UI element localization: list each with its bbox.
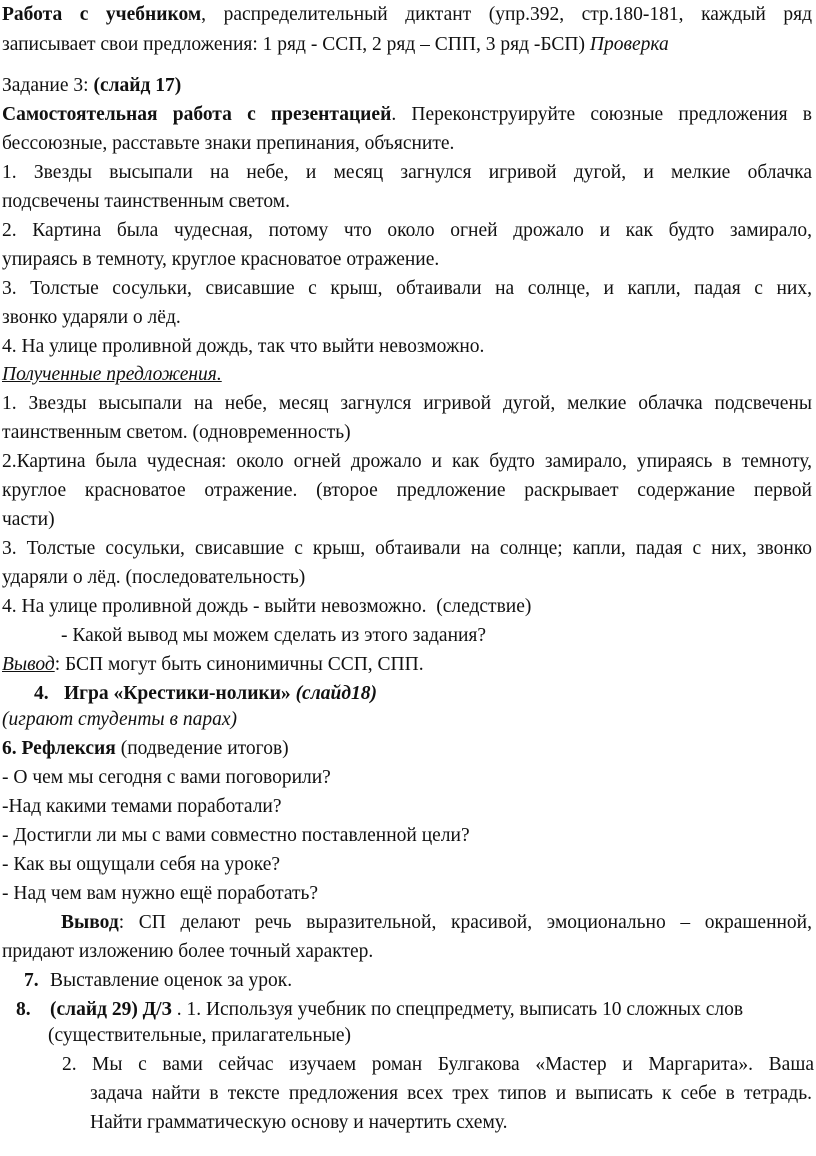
reflection-conclusion-line-2: придают изложению более точный характер. — [2, 941, 374, 962]
task3-item-1-line-2: подсвечены таинственным светом. — [2, 191, 290, 212]
game-line — [2, 681, 812, 707]
task3-item-4-line-1: 4. На улице проливной дождь, так что выйти невозможно. — [2, 336, 485, 357]
result-1-line-2: таинственным светом. (одновременность) — [2, 422, 351, 443]
results-heading: Полученные предложения. — [2, 364, 222, 385]
reflection-question-3: - Достигли ли мы с вами совместно поставленной цели? — [2, 825, 470, 846]
result-2-line-3: части) — [2, 509, 55, 530]
result-3-line-1: 3. Толстые сосульки, свисавшие с крыш, обтаивали на солнце; капли, падая с них, звонко — [2, 538, 812, 559]
task3-conclusion — [2, 652, 812, 678]
task1-text-1: , распределительный диктант (упр.392, стр.180-181, каждый ряд — [201, 4, 812, 25]
step8-sub-line-1 — [2, 1052, 812, 1078]
result-1-line-1: 1. Звезды высыпали на небе, месяц загнулся игривой дугой, мелкие облачка подсвечены — [2, 393, 812, 414]
task1-line-1 — [2, 2, 812, 28]
task3-instruction-1 — [2, 102, 812, 128]
result-4-line-1: 4. На улице проливной дождь - выйти невозможно. (следствие) — [2, 596, 532, 617]
game-slide: (слайд18) — [295, 683, 377, 704]
step8-sub-text-2: задача найти в тексте предложения всех трех типов и выписать к себе в тетрадь. — [90, 1083, 812, 1104]
reflection-question-4: - Как вы ощущали себя на уроке? — [2, 854, 281, 875]
task1-text-2: записывает свои предложения: 1 ряд - ССП, 2 ряд – СПП, 3 ряд -БСП) — [2, 34, 586, 55]
step7-number: 7. — [24, 970, 39, 991]
task3-bold: Самостоятельная работа с презентацией — [2, 104, 392, 125]
reflection-title: 6. Рефлексия — [2, 738, 116, 759]
step8-wrap — [50, 997, 743, 1023]
game-title-wrap — [64, 681, 377, 707]
game-number: 4. — [34, 683, 49, 704]
step8-text-1: . 1. Используя учебник по спецпредмету, выписать 10 сложных слов — [171, 999, 744, 1020]
step7-line — [2, 968, 812, 994]
task3-item-3-line-2: звонко ударяли о лёд. — [2, 307, 181, 328]
task3-conclusion-text: : БСП могут быть синонимичны ССП, СПП. — [54, 654, 424, 675]
result-2-line-1: 2.Картина была чудесная: около огней дрожало и как будто замирало, упираясь в темноту, — [2, 451, 812, 472]
game-title: Игра «Крестики-нолики» — [64, 683, 291, 704]
reflection-heading — [2, 736, 812, 762]
reflection-question-2: -Над какими темами поработали? — [2, 796, 282, 817]
task3-instruction-2: бессоюзные, расставьте знаки препинания, объясните. — [2, 133, 455, 154]
task3-instr-1: . Переконструируйте союзные предложения в — [391, 104, 813, 125]
task3-item-1-line-1: 1. Звезды высыпали на небе, и месяц загнулся игривой дугой, и мелкие облачка — [2, 162, 812, 183]
reflection-conclusion-text-1: : СП делают речь выразительной, красивой, эмоционально – окрашенной, — [118, 912, 812, 933]
task3-slide: (слайд 17) — [93, 75, 182, 96]
task1-bold: Работа с учебником — [2, 4, 202, 25]
task1-check: Проверка — [589, 34, 669, 55]
step8-line-1 — [2, 997, 812, 1023]
task3-prefix: Задание 3: — [2, 75, 94, 96]
task3-conclusion-label: Вывод — [2, 654, 55, 675]
task3-item-2-line-1: 2. Картина была чудесная, потому что около огней дрожало и как будто замирало, — [2, 220, 812, 241]
task3-question: - Какой вывод мы можем сделать из этого задания? — [61, 625, 487, 646]
reflection-conclusion-label: Вывод — [61, 912, 119, 933]
step8-number: 8. — [16, 999, 31, 1020]
reflection-conclusion-line-1 — [61, 910, 812, 936]
step8-sub-text-1: Мы с вами сейчас изучаем роман Булгакова «Мастер и Маргарита». Ваша — [92, 1054, 814, 1075]
result-2-line-2: круглое красноватое отражение. (второе предложение раскрывает содержание первой — [2, 480, 812, 501]
task3-item-3-line-1: 3. Толстые сосульки, свисавшие с крыш, обтаивали на солнце, и капли, падая с них, — [2, 278, 812, 299]
task3-header — [2, 73, 812, 99]
step8-sub-number: 2. — [62, 1054, 77, 1075]
step8-sub-text-3: Найти грамматическую основу и начертить схему. — [90, 1112, 508, 1133]
task3-item-2-line-2: упираясь в темноту, круглое красноватое отражение. — [2, 249, 440, 270]
game-note: (играют студенты в парах) — [2, 709, 237, 730]
reflection-question-1: - О чем мы сегодня с вами поговорили? — [2, 767, 331, 788]
step7-text: Выставление оценок за урок. — [50, 970, 293, 991]
task1-line-2 — [2, 32, 812, 58]
result-3-line-2: ударяли о лёд. (последовательность) — [2, 567, 306, 588]
reflection-sub: (подведение итогов) — [115, 738, 289, 759]
reflection-question-5: - Над чем вам нужно ещё поработать? — [2, 883, 319, 904]
step8-line-2: (существительные, прилагательные) — [48, 1025, 352, 1046]
step8-bold: (слайд 29) Д/З — [50, 999, 172, 1020]
